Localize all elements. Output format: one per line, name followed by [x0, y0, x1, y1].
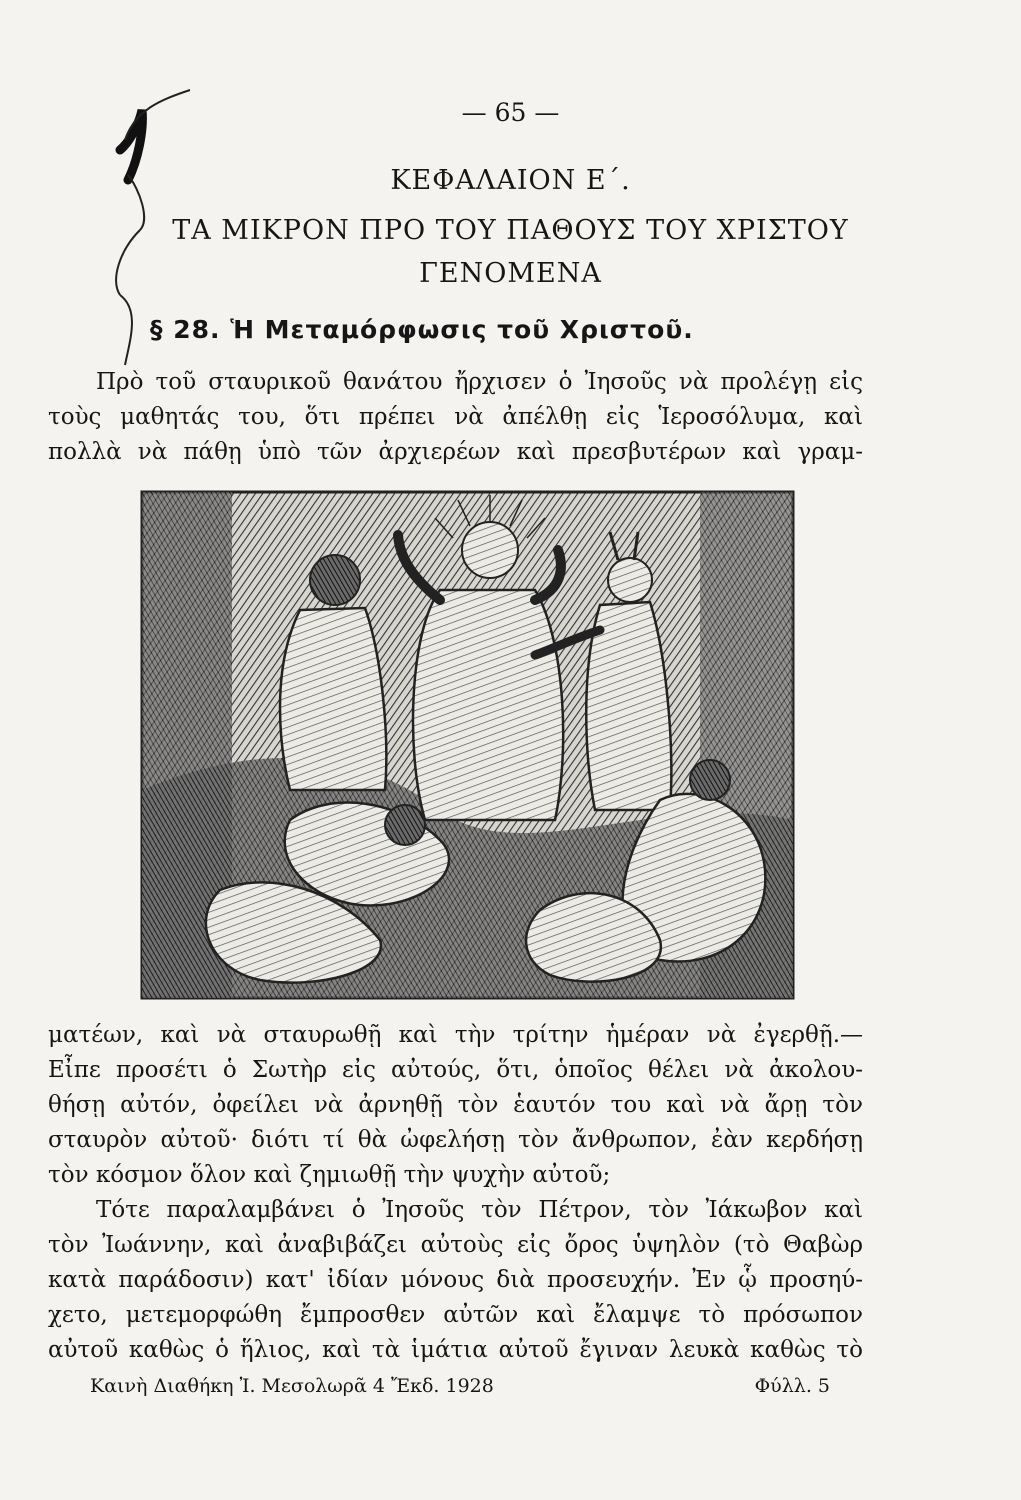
footer-publication: Καινὴ Διαθήκη Ἰ. Μεσολωρᾶ 4 Ἔκδ. 1928 — [90, 1375, 494, 1397]
body-text-line: πολλὰ νὰ πάθῃ ὑπὸ τῶν ἀρχιερέων καὶ πρεσβυτέρων καὶ γραμ- — [48, 439, 863, 465]
body-text-line: θήσῃ αὐτόν, ὀφείλει νὰ ἀρνηθῇ τὸν ἑαυτόν του καὶ νὰ ἄρῃ τὸν — [48, 1092, 863, 1118]
chapter-heading: ΚΕΦΑΛΑΙΟΝ Ε΄. — [390, 165, 631, 196]
body-text-line: τοὺς μαθητάς του, ὅτι πρέπει νὰ ἀπέλθῃ εἰς Ἱεροσόλυμα, καὶ — [48, 404, 863, 430]
body-text-line: Τότε παραλαμβάνει ὁ Ἰησοῦς τὸν Πέτρον, τὸν Ἰάκωβον καὶ — [96, 1197, 863, 1223]
body-text-line: αὐτοῦ καθὼς ὁ ἥλιος, καὶ τὰ ἱμάτια αὐτοῦ ἔγιναν λευκὰ καθὼς τὸ — [48, 1337, 863, 1363]
section-title: § 28. Ἡ Μεταμόρφωσις τοῦ Χριστοῦ. — [150, 315, 694, 344]
page-number: — 65 — — [461, 98, 560, 127]
body-text-line: τὸν Ἰωάννην, καὶ ἀναβιβάζει αὐτοὺς εἰς ὄρος ὑψηλὸν (τὸ Θαβὼρ — [48, 1232, 863, 1258]
body-text-line: κατὰ παράδοσιν) κατ' ἰδίαν μόνους διὰ προσευχήν. Ἐν ᾧ προσηύ- — [48, 1267, 863, 1293]
body-text-line: ματέων, καὶ νὰ σταυρωθῇ καὶ τὴν τρίτην ἡμέραν νὰ ἐγερθῇ.— — [48, 1022, 863, 1048]
body-text-line: τὸν κόσμον ὅλον καὶ ζημιωθῇ τὴν ψυχὴν αὐτοῦ; — [48, 1162, 611, 1188]
body-text-line: Εἶπε προσέτι ὁ Σωτὴρ εἰς αὐτούς, ὅτι, ὁποῖος θέλει νὰ ἀκολου- — [48, 1057, 863, 1083]
chapter-title-line: ΓΕΝΟΜΕΝΑ — [419, 258, 602, 289]
transfiguration-engraving — [140, 490, 795, 1000]
body-text-line: σταυρὸν αὐτοῦ· διότι τί θὰ ὠφελήσῃ τὸν ἄνθρωπον, ἐὰν κερδήσῃ — [48, 1127, 863, 1153]
body-text-line: χετο, μετεμορφώθη ἔμπροσθεν αὐτῶν καὶ ἔλαμψε τὸ πρόσωπον — [48, 1302, 863, 1328]
page-footer — [90, 1375, 830, 1397]
body-text-line: Πρὸ τοῦ σταυρικοῦ θανάτου ἤρχισεν ὁ Ἰησοῦς νὰ προλέγῃ εἰς — [96, 369, 863, 395]
chapter-title-line: ΤΑ ΜΙΚΡΟΝ ΠΡΟ ΤΟΥ ΠΑΘΟΥΣ ΤΟΥ ΧΡΙΣΤΟΥ — [172, 215, 849, 246]
footer-signature: Φύλλ. 5 — [754, 1375, 830, 1397]
